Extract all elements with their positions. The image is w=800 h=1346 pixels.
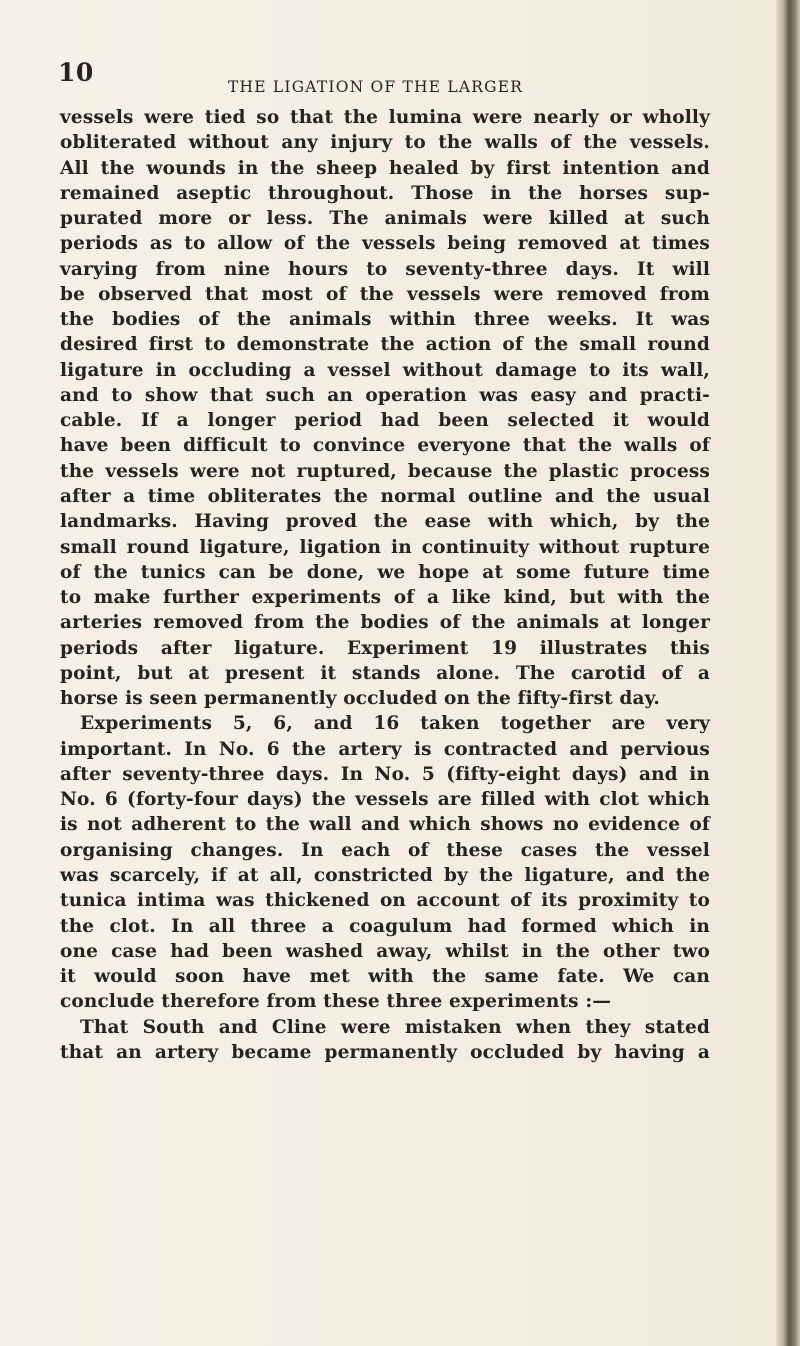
text-line: the vessels were not ruptured, because the plastic process [60, 460, 710, 482]
text-line: No. 6 (forty-four days) the vessels are filled with clot which [60, 789, 710, 811]
text-line: the bodies of the animals within three weeks. It was [60, 309, 710, 331]
text-line: after a time obliterates the normal outline and the usual [60, 485, 710, 507]
page-binding-edge [776, 0, 800, 1346]
text-line: obliterated without any injury to the walls of the vessels. [60, 132, 710, 154]
text-line: ligature in occluding a vessel without damage to its wall, [60, 359, 710, 381]
text-line: vessels were tied so that the lumina were nearly or wholly [60, 107, 710, 128]
text-line: All the wounds in the sheep healed by first intention and [60, 157, 710, 179]
text-line: purated more or less. The animals were killed at such [60, 208, 710, 230]
body-text [60, 105, 710, 1065]
text-line: conclude therefore from these three experiments :— [60, 991, 611, 1013]
text-line: was scarcely, if at all, constricted by the ligature, and the [60, 864, 710, 886]
text-line: small round ligature, ligation in continuity without rupture [60, 536, 710, 558]
text-line: point, but at present it stands alone. The carotid of a [60, 662, 710, 684]
text-line: that an artery became permanently occluded by having a [60, 1041, 710, 1063]
text-line-indented: That South and Cline were mistaken when they stated [80, 1016, 710, 1038]
text-line: organising changes. In each of these cases the vessel [60, 839, 710, 861]
text-line: periods after ligature. Experiment 19 illustrates this [60, 637, 710, 659]
text-line: the clot. In all three a coagulum had formed which in [60, 915, 710, 937]
text-line: tunica intima was thickened on account of its proximity to [60, 890, 710, 912]
text-line: periods as to allow of the vessels being removed at times [60, 233, 710, 255]
text-line: is not adherent to the wall and which shows no evidence of [60, 814, 710, 836]
text-line: remained aseptic throughout. Those in the horses sup- [60, 182, 710, 204]
text-line: of the tunics can be done, we hope at some future time [60, 561, 710, 583]
text-line: varying from nine hours to seventy-three days. It will [60, 258, 710, 280]
text-line: desired first to demonstrate the action of the small round [60, 334, 710, 356]
text-line: cable. If a longer period had been selected it would [60, 410, 710, 432]
text-line: important. In No. 6 the artery is contracted and pervious [60, 738, 710, 760]
text-line: after seventy-three days. In No. 5 (fifty-eight days) and in [60, 763, 710, 785]
page-number: 10 [58, 58, 94, 87]
text-line: to make further experiments of a like kind, but with the [60, 587, 710, 609]
text-line-indented: Experiments 5, 6, and 16 taken together are very [80, 713, 710, 735]
text-line: horse is seen permanently occluded on the fifty-first day. [60, 688, 660, 710]
text-line: and to show that such an operation was easy and practi- [60, 384, 710, 406]
text-line: have been difficult to convince everyone that the walls of [60, 435, 710, 457]
text-line: be observed that most of the vessels were removed from [60, 283, 710, 305]
running-head: THE LIGATION OF THE LARGER [228, 78, 524, 96]
text-line: landmarks. Having proved the ease with which, by the [60, 511, 710, 533]
text-line: it would soon have met with the same fate. We can [60, 966, 710, 988]
text-line: arteries removed from the bodies of the animals at longer [60, 612, 710, 634]
text-line: one case had been washed away, whilst in the other two [60, 940, 710, 962]
